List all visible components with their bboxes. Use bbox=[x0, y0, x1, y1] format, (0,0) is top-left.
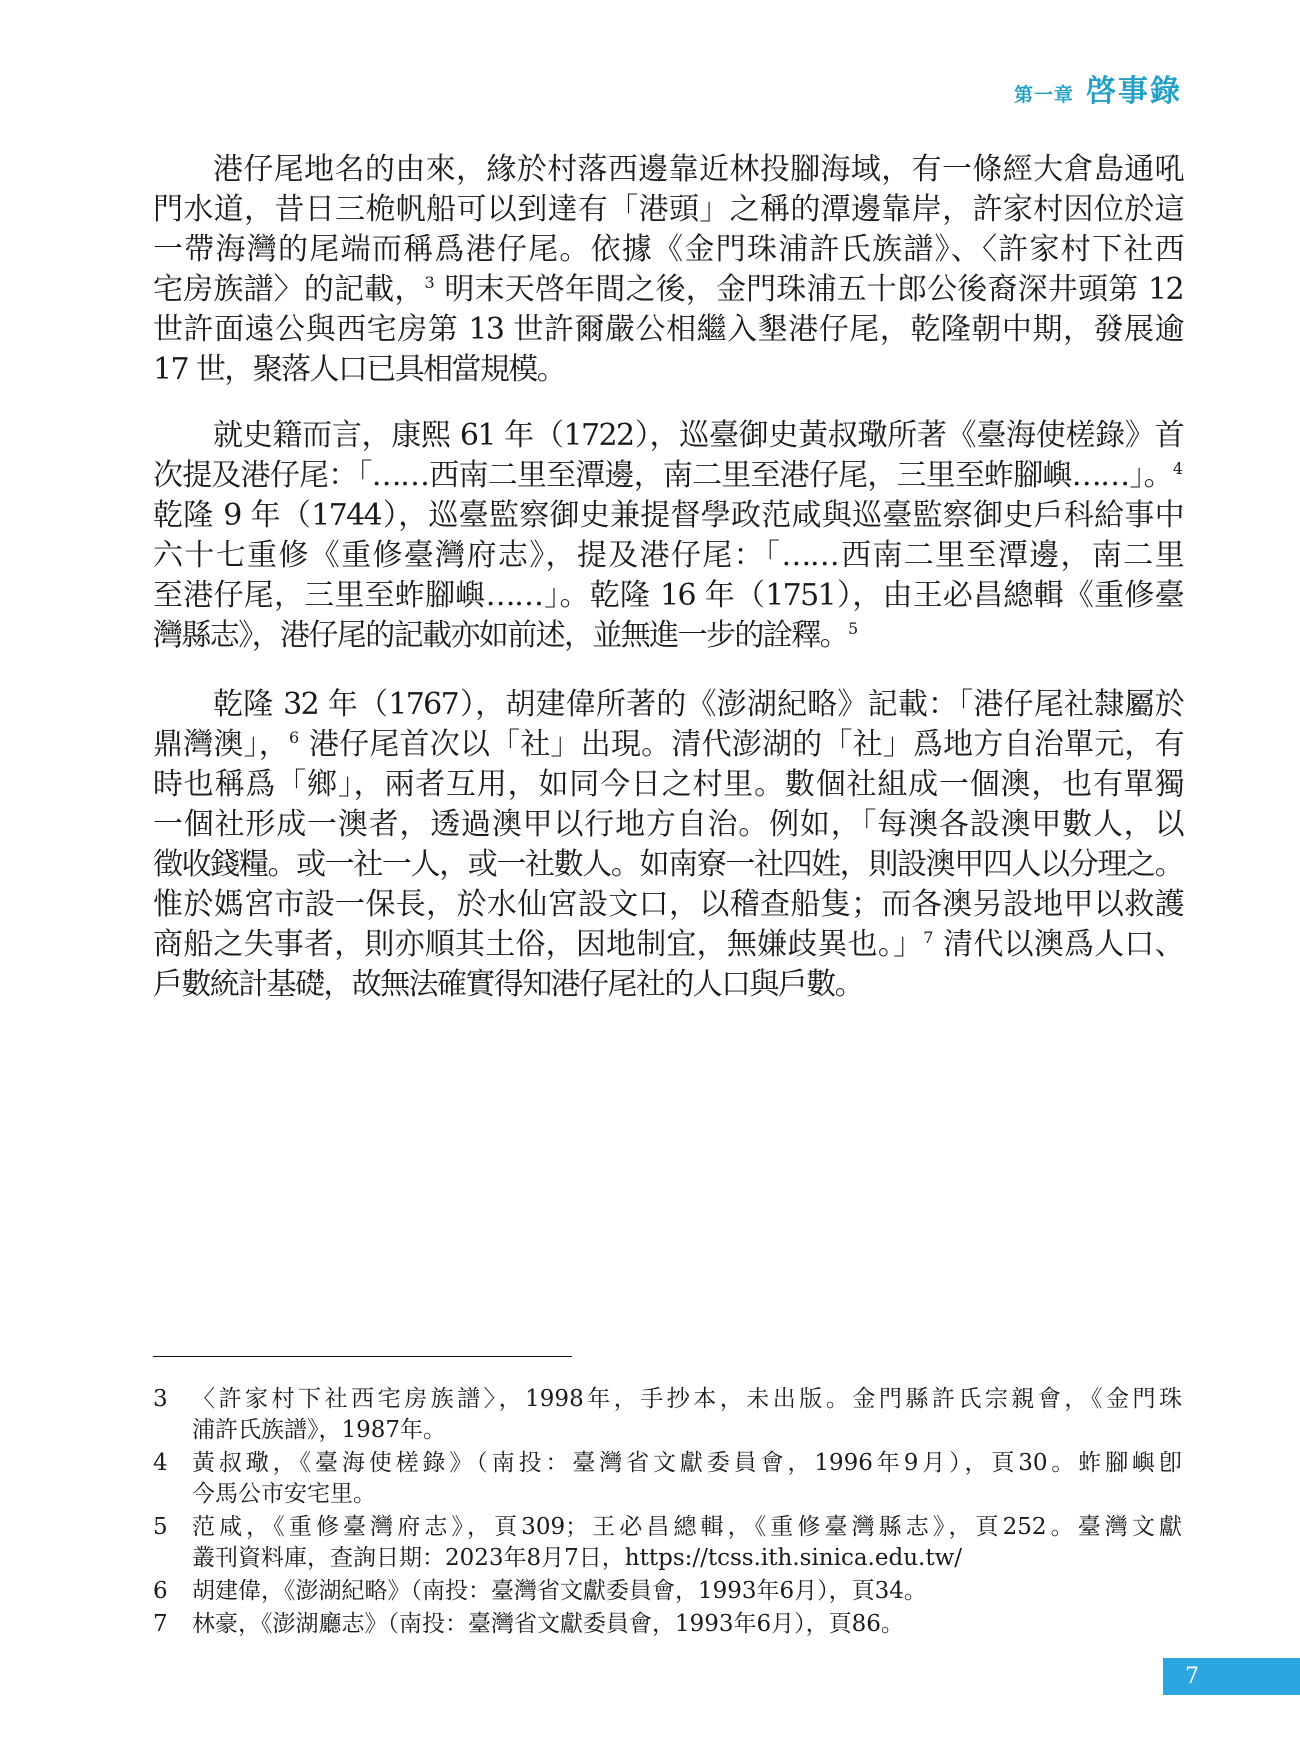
footnote-ref-7: 7 bbox=[923, 928, 934, 947]
body-line bbox=[153, 925, 1183, 965]
body-line: 惟於媽宮市設一保長，於水仙宮設文口，以稽查船隻；而各澳另設地甲以救護 bbox=[153, 887, 1183, 922]
footnote-ref-4: 4 bbox=[1172, 459, 1183, 478]
body-line: 六十七重修《重修臺灣府志》，提及港仔尾：「……西南二里至潭邊，南二里 bbox=[153, 538, 1183, 573]
chapter-title: 啓事錄 bbox=[1086, 74, 1182, 109]
footnote-number: 4 bbox=[153, 1450, 168, 1476]
line-text: 鼎灣澳」， bbox=[153, 727, 290, 762]
chapter-header bbox=[1014, 70, 1182, 114]
body-line: 世許面遠公與西宅房第 13 世許爾嚴公相繼入墾港仔尾，乾隆朝中期，發展逾 bbox=[153, 312, 1183, 347]
line-text: 明末天啓年間之後，金門珠浦五十郎公後裔深井頭第 12 bbox=[434, 272, 1183, 307]
line-text: 灣縣志》，港仔尾的記載亦如前述，並無進一步的詮釋。 bbox=[153, 618, 848, 653]
paragraph-1 bbox=[153, 150, 1183, 390]
body-line: 門水道，昔日三桅帆船可以到達有「港頭」之稱的潭邊靠岸，許家村因位於這 bbox=[153, 192, 1183, 227]
footnote-line: 叢刊資料庫，查詢日期：2023年8月7日，https://tcss.ith.sinica.edu.tw/ bbox=[192, 1545, 963, 1571]
body-line bbox=[153, 270, 1183, 310]
paragraph-2 bbox=[153, 416, 1183, 656]
footnote-number: 5 bbox=[153, 1514, 168, 1540]
chapter-label: 第一章 bbox=[1013, 84, 1074, 106]
body-line: 至港仔尾，三里至蚱腳嶼……」。乾隆 16 年（1751），由王必昌總輯《重修臺 bbox=[153, 578, 1183, 613]
body-line: 戶數統計基礎，故無法確實得知港仔尾社的人口與戶數。 bbox=[153, 967, 863, 1002]
footnote-line: 胡建偉，《澎湖紀略》（南投：臺灣省文獻委員會，1993年6月），頁34。 bbox=[192, 1578, 927, 1604]
footnote-ref-6: 6 bbox=[289, 728, 300, 747]
footnote-ref-5: 5 bbox=[848, 619, 859, 638]
footnote-3 bbox=[153, 1384, 1183, 1446]
line-text: 宅房族譜〉的記載， bbox=[153, 272, 425, 307]
footnote-number: 3 bbox=[153, 1386, 168, 1412]
footnote-6 bbox=[153, 1576, 1183, 1607]
body-line bbox=[153, 725, 1183, 765]
footnote-divider bbox=[153, 1356, 572, 1357]
body-line: 乾隆 9 年（1744），巡臺監察御史兼提督學政范咸與巡臺監察御史戶科給事中 bbox=[153, 498, 1183, 533]
line-text: 商船之失事者，則亦順其土俗，因地制宜，無嫌歧異也。」 bbox=[153, 927, 924, 962]
footnote-7 bbox=[153, 1609, 1183, 1640]
line-text: 港仔尾首次以「社」出現。清代澎湖的「社」爲地方自治單元，有 bbox=[299, 727, 1183, 762]
page-number: 7 bbox=[1185, 1664, 1199, 1689]
body-line bbox=[153, 616, 1183, 656]
page-number-tab bbox=[1163, 1658, 1300, 1695]
body-line: 徵收錢糧。或一社一人，或一社數人。如南寮一社四姓，則設澳甲四人以分理之。 bbox=[153, 847, 1183, 882]
footnote-line: 今馬公市安宅里。 bbox=[192, 1481, 376, 1507]
body-line: 就史籍而言，康熙 61 年（1722），巡臺御史黃叔璥所著《臺海使槎錄》首 bbox=[213, 418, 1183, 453]
body-line: 乾隆 32 年（1767），胡建偉所著的《澎湖紀略》記載：「港仔尾社隸屬於 bbox=[213, 687, 1183, 722]
body-line: 17 世，聚落人口已具相當規模。 bbox=[153, 352, 566, 387]
footnote-line: 范咸，《重修臺灣府志》，頁309；王必昌總輯，《重修臺灣縣志》，頁252。臺灣文獻 bbox=[192, 1514, 1182, 1540]
footnote-line: 黃叔璥，《臺海使槎錄》（南投：臺灣省文獻委員會，1996年9月），頁30。蚱腳嶼卽 bbox=[192, 1450, 1182, 1476]
body-line: 港仔尾地名的由來，緣於村落西邊靠近林投腳海域，有一條經大倉島通吼 bbox=[213, 152, 1183, 187]
footnote-4 bbox=[153, 1448, 1183, 1510]
body-line: 時也稱爲「鄉」，兩者互用，如同今日之村里。數個社組成一個澳，也有單獨 bbox=[153, 767, 1183, 802]
footnote-number: 6 bbox=[153, 1578, 168, 1604]
footnote-number: 7 bbox=[153, 1611, 168, 1637]
footnote-line: 林豪，《澎湖廳志》（南投：臺灣省文獻委員會，1993年6月），頁86。 bbox=[192, 1611, 904, 1637]
paragraph-3 bbox=[153, 685, 1183, 1005]
body-line: 一個社形成一澳者，透過澳甲以行地方自治。例如，「每澳各設澳甲數人，以 bbox=[153, 807, 1183, 842]
body-line bbox=[153, 456, 1183, 496]
footnote-line: 〈許家村下社西宅房族譜〉，1998年，手抄本，未出版。金門縣許氏宗親會，《金門珠 bbox=[192, 1386, 1182, 1412]
line-text: 次提及港仔尾：「……西南二里至潭邊，南二里至港仔尾，三里至蚱腳嶼……」。 bbox=[153, 458, 1173, 493]
body-line: 一帶海灣的尾端而稱爲港仔尾。依據《金門珠浦許氏族譜》、〈許家村下社西 bbox=[153, 232, 1183, 267]
footnotes bbox=[153, 1384, 1183, 1642]
line-text: 清代以澳爲人口、 bbox=[933, 927, 1183, 962]
footnote-line: 浦許氏族譜》，1987年。 bbox=[192, 1417, 447, 1443]
footnote-ref-3: 3 bbox=[424, 273, 435, 292]
footnote-5 bbox=[153, 1512, 1183, 1574]
